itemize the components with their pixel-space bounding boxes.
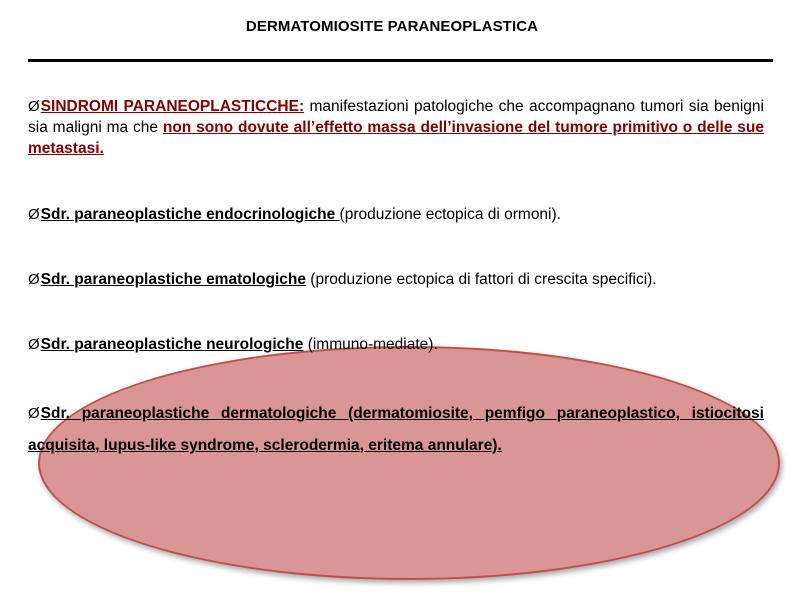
neurologiche-text: (immuno-mediate). [303,336,438,353]
page-title: DERMATOMIOSITE PARANEOPLASTICA [245,18,539,35]
term-sindromi: SINDROMI PARANEOPLASTICCHE: [40,98,305,115]
title-divider [28,59,773,62]
ematologiche-text: (produzione ectopica di fattori di crescita specifici). [305,271,657,288]
bullet-arrow-icon: Ø [28,336,40,353]
highlight-ellipse [38,346,780,580]
bullet-arrow-icon: Ø [28,271,40,288]
dermatologiche-list: (dermatomiosite, pemfigo paraneoplastico, istiocitosi acquisita, lupus-like syndrome, sclerodermia, eritema annulare). [28,405,764,454]
term-dermatologiche: Sdr. paraneoplastiche dermatologiche [40,405,337,422]
paragraph-ematologiche [28,269,764,290]
definition-text: manifestazioni patologiche che accompagnano tumori sia benigni sia maligni ma che [28,98,764,136]
definition-emphasis: non sono dovute all’effetto massa dell’invasione del tumore primitivo o delle sue metastasi. [28,119,764,157]
endocrinologiche-text: (produzione ectopica di ormoni). [339,206,561,223]
term-endocrinologiche: Sdr. paraneoplastiche endocrinologiche [40,206,340,223]
paragraph-endocrinologiche [28,204,764,225]
bullet-arrow-icon: Ø [28,98,40,115]
term-neurologiche: Sdr. paraneoplastiche neurologiche [40,336,304,353]
bullet-arrow-icon: Ø [28,206,40,223]
paragraph-sindromi [28,96,764,159]
bullet-arrow-icon: Ø [28,405,40,422]
paragraph-neurologiche [28,334,764,355]
term-ematologiche: Sdr. paraneoplastiche ematologiche [40,271,306,288]
paragraph-dermatologiche [28,398,764,462]
